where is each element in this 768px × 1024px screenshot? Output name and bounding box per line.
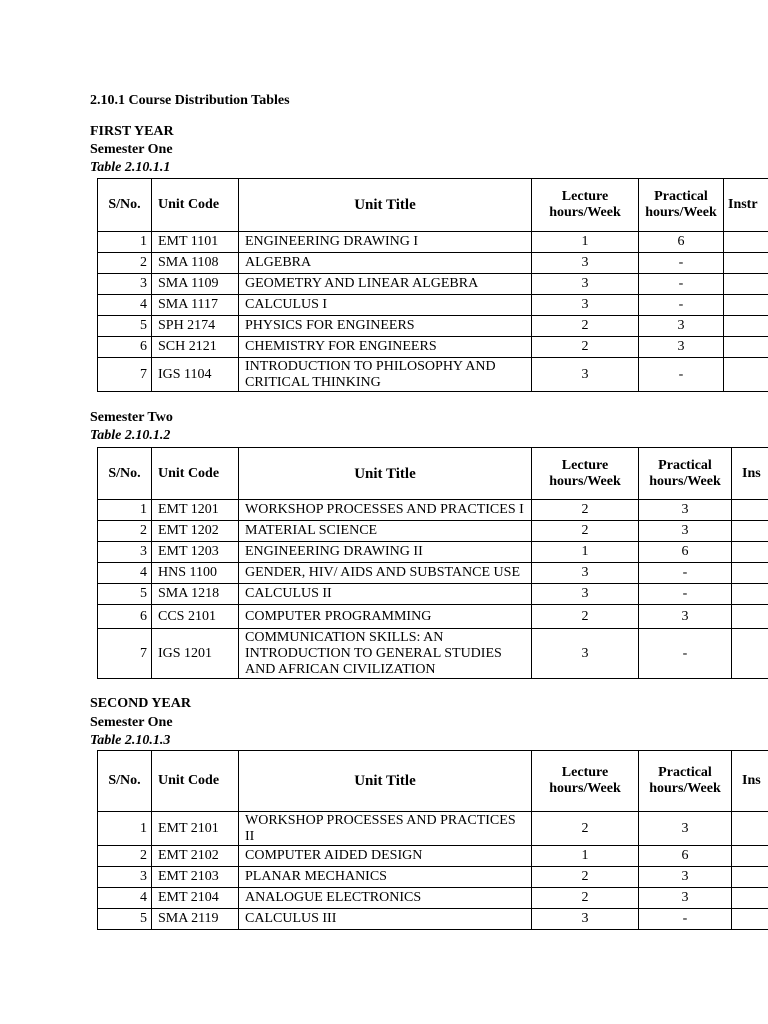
cell-sno: 5 <box>98 316 152 337</box>
cell-practical: 3 <box>639 337 724 358</box>
cell-code: EMT 1202 <box>152 521 239 542</box>
col-header-title: Unit Title <box>239 179 532 232</box>
table-row <box>98 500 768 521</box>
semester-heading: Semester One <box>90 715 173 730</box>
cell-lecture: 1 <box>532 542 639 563</box>
cell-code: SMA 1108 <box>152 253 239 274</box>
cell-instruction <box>724 337 768 358</box>
table-row <box>98 888 768 909</box>
table-row <box>98 812 768 846</box>
col-header-lecture: Lecture hours/Week <box>532 179 639 232</box>
table-caption: Table 2.10.1.3 <box>90 733 171 748</box>
cell-lecture: 2 <box>532 521 639 542</box>
cell-sno: 6 <box>98 337 152 358</box>
cell-instruction <box>724 316 768 337</box>
table-row <box>98 253 768 274</box>
table-caption: Table 2.10.1.2 <box>90 428 171 443</box>
cell-title: ANALOGUE ELECTRONICS <box>239 888 532 909</box>
cell-lecture: 2 <box>532 500 639 521</box>
course-table-y1s1 <box>97 178 768 392</box>
cell-instruction <box>732 909 768 930</box>
cell-title: PHYSICS FOR ENGINEERS <box>239 316 532 337</box>
cell-title: CALCULUS I <box>239 295 532 316</box>
cell-practical: 3 <box>639 521 732 542</box>
section-title: 2.10.1 Course Distribution Tables <box>90 93 290 108</box>
cell-practical: - <box>639 629 732 679</box>
cell-title: GENDER, HIV/ AIDS AND SUBSTANCE USE <box>239 563 532 584</box>
year-heading-first: FIRST YEAR <box>90 124 174 139</box>
table-wrapper <box>97 178 768 392</box>
col-header-title: Unit Title <box>239 751 532 812</box>
cell-code: EMT 2104 <box>152 888 239 909</box>
cell-practical: 3 <box>639 316 724 337</box>
cell-instruction <box>732 605 768 629</box>
cell-instruction <box>732 812 768 846</box>
cell-code: SMA 1218 <box>152 584 239 605</box>
cell-instruction <box>724 358 768 392</box>
cell-code: HNS 1100 <box>152 563 239 584</box>
table-row <box>98 584 768 605</box>
cell-code: EMT 2102 <box>152 846 239 867</box>
cell-instruction <box>732 846 768 867</box>
cell-title: ALGEBRA <box>239 253 532 274</box>
semester-heading: Semester One <box>90 142 173 157</box>
cell-instruction <box>732 521 768 542</box>
cell-code: EMT 1203 <box>152 542 239 563</box>
cell-title: CALCULUS III <box>239 909 532 930</box>
cell-title: CALCULUS II <box>239 584 532 605</box>
cell-code: IGS 1201 <box>152 629 239 679</box>
cell-lecture: 2 <box>532 867 639 888</box>
col-header-sno: S/No. <box>98 751 152 812</box>
cell-sno: 2 <box>98 846 152 867</box>
cell-sno: 7 <box>98 629 152 679</box>
cell-title: COMMUNICATION SKILLS: AN INTRODUCTION TO GENERAL STUDIES AND AFRICAN CIVILIZATION <box>239 629 532 679</box>
cell-sno: 6 <box>98 605 152 629</box>
cell-practical: - <box>639 563 732 584</box>
table-row <box>98 542 768 563</box>
cell-sno: 5 <box>98 909 152 930</box>
cell-practical: 6 <box>639 846 732 867</box>
cell-lecture: 3 <box>532 563 639 584</box>
col-header-lecture: Lecture hours/Week <box>532 751 639 812</box>
cell-practical: 3 <box>639 605 732 629</box>
cell-sno: 4 <box>98 563 152 584</box>
cell-code: SMA 1109 <box>152 274 239 295</box>
cell-lecture: 3 <box>532 584 639 605</box>
cell-instruction <box>732 500 768 521</box>
cell-lecture: 3 <box>532 358 639 392</box>
cell-sno: 7 <box>98 358 152 392</box>
cell-practical: 3 <box>639 500 732 521</box>
cell-lecture: 1 <box>532 846 639 867</box>
cell-lecture: 3 <box>532 274 639 295</box>
table-wrapper <box>97 750 768 930</box>
cell-code: EMT 1201 <box>152 500 239 521</box>
cell-code: EMT 2103 <box>152 867 239 888</box>
col-header-code: Unit Code <box>152 751 239 812</box>
cell-title: COMPUTER PROGRAMMING <box>239 605 532 629</box>
cell-practical: 3 <box>639 812 732 846</box>
cell-lecture: 1 <box>532 232 639 253</box>
cell-practical: 3 <box>639 888 732 909</box>
cell-title: GEOMETRY AND LINEAR ALGEBRA <box>239 274 532 295</box>
table-wrapper <box>97 447 768 679</box>
cell-sno: 5 <box>98 584 152 605</box>
semester-heading: Semester Two <box>90 410 173 425</box>
cell-title: INTRODUCTION TO PHILOSOPHY AND CRITICAL THINKING <box>239 358 532 392</box>
col-header-code: Unit Code <box>152 179 239 232</box>
cell-practical: 6 <box>639 542 732 563</box>
col-header-code: Unit Code <box>152 448 239 500</box>
cell-sno: 1 <box>98 232 152 253</box>
table-row <box>98 846 768 867</box>
cell-title: COMPUTER AIDED DESIGN <box>239 846 532 867</box>
cell-code: SMA 2119 <box>152 909 239 930</box>
col-header-practical: Practical hours/Week <box>639 179 724 232</box>
table-row <box>98 337 768 358</box>
cell-practical: - <box>639 295 724 316</box>
table-row <box>98 867 768 888</box>
cell-instruction <box>724 253 768 274</box>
cell-practical: - <box>639 274 724 295</box>
col-header-title: Unit Title <box>239 448 532 500</box>
cell-lecture: 3 <box>532 253 639 274</box>
cell-sno: 3 <box>98 867 152 888</box>
cell-instruction <box>732 584 768 605</box>
cell-sno: 1 <box>98 500 152 521</box>
cell-title: ENGINEERING DRAWING I <box>239 232 532 253</box>
cell-lecture: 2 <box>532 812 639 846</box>
cell-instruction <box>732 563 768 584</box>
cell-practical: - <box>639 358 724 392</box>
col-header-lecture: Lecture hours/Week <box>532 448 639 500</box>
cell-title: ENGINEERING DRAWING II <box>239 542 532 563</box>
cell-lecture: 2 <box>532 605 639 629</box>
cell-lecture: 2 <box>532 337 639 358</box>
cell-title: PLANAR MECHANICS <box>239 867 532 888</box>
table-row <box>98 358 768 392</box>
cell-instruction <box>732 867 768 888</box>
cell-practical: - <box>639 253 724 274</box>
cell-lecture: 3 <box>532 909 639 930</box>
cell-code: EMT 2101 <box>152 812 239 846</box>
cell-practical: - <box>639 584 732 605</box>
cell-practical: 6 <box>639 232 724 253</box>
cell-title: CHEMISTRY FOR ENGINEERS <box>239 337 532 358</box>
cell-sno: 3 <box>98 542 152 563</box>
table-row <box>98 909 768 930</box>
table-row <box>98 274 768 295</box>
cell-sno: 4 <box>98 888 152 909</box>
cell-lecture: 2 <box>532 316 639 337</box>
cell-instruction <box>732 542 768 563</box>
table-caption: Table 2.10.1.1 <box>90 160 171 175</box>
table-row <box>98 316 768 337</box>
table-row <box>98 605 768 629</box>
cell-instruction <box>724 295 768 316</box>
cell-code: SCH 2121 <box>152 337 239 358</box>
col-header-sno: S/No. <box>98 448 152 500</box>
cell-code: IGS 1104 <box>152 358 239 392</box>
col-header-instruction: Ins <box>732 448 768 500</box>
cell-sno: 2 <box>98 521 152 542</box>
cell-instruction <box>732 888 768 909</box>
cell-title: WORKSHOP PROCESSES AND PRACTICES II <box>239 812 532 846</box>
col-header-instruction: Ins <box>732 751 768 812</box>
cell-title: WORKSHOP PROCESSES AND PRACTICES I <box>239 500 532 521</box>
year-heading-second: SECOND YEAR <box>90 696 191 711</box>
cell-sno: 4 <box>98 295 152 316</box>
cell-instruction <box>724 274 768 295</box>
cell-title: MATERIAL SCIENCE <box>239 521 532 542</box>
cell-lecture: 2 <box>532 888 639 909</box>
col-header-instruction: Instr <box>724 179 768 232</box>
cell-code: SMA 1117 <box>152 295 239 316</box>
col-header-sno: S/No. <box>98 179 152 232</box>
cell-code: EMT 1101 <box>152 232 239 253</box>
table-row <box>98 295 768 316</box>
cell-practical: 3 <box>639 867 732 888</box>
table-row <box>98 521 768 542</box>
course-table-y1s2 <box>97 447 768 679</box>
cell-code: CCS 2101 <box>152 605 239 629</box>
col-header-practical: Practical hours/Week <box>639 448 732 500</box>
cell-code: SPH 2174 <box>152 316 239 337</box>
col-header-practical: Practical hours/Week <box>639 751 732 812</box>
cell-lecture: 3 <box>532 295 639 316</box>
table-row <box>98 629 768 679</box>
cell-instruction <box>724 232 768 253</box>
cell-lecture: 3 <box>532 629 639 679</box>
table-row <box>98 232 768 253</box>
course-table-y2s1 <box>97 750 768 930</box>
cell-practical: - <box>639 909 732 930</box>
cell-sno: 1 <box>98 812 152 846</box>
cell-sno: 3 <box>98 274 152 295</box>
cell-sno: 2 <box>98 253 152 274</box>
cell-instruction <box>732 629 768 679</box>
table-row <box>98 563 768 584</box>
